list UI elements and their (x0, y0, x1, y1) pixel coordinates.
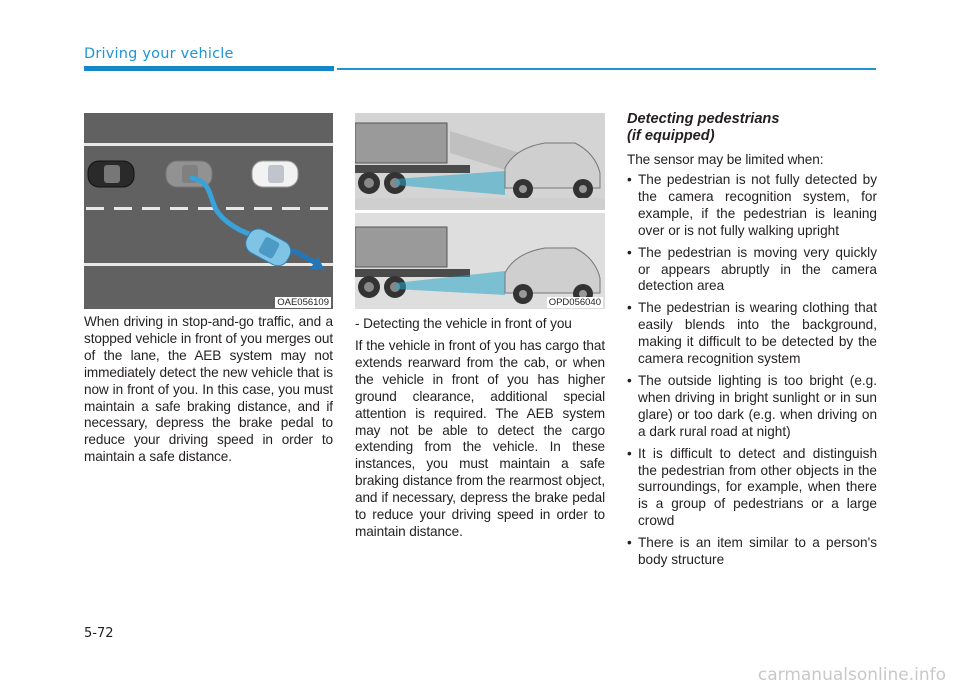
white-car-icon (252, 161, 298, 187)
section-heading-line2: (if equipped) (627, 128, 715, 144)
section-heading-line1: Detecting pedestrians (627, 111, 780, 127)
list-item: • There is an item similar to a person's body structure (627, 535, 877, 569)
column2-paragraph: If the vehicle in front of you has cargo that extends rearward from the cab, or when the vehicle in front of you has higher ground clearance, additional special attention is required. The AEB system may not be able to detect the cargo extending from the vehicle. In these instances, you must maintain a safe braking distance from the rearmost object, and if necessary, depress the brake pedal to reduce your driving speed in order to maintain distance. (355, 338, 605, 539)
list-item: • The outside lighting is too bright (e.g. when driving in bright sunlight or in sun glare) or too dark (e.g. when driving on a dark rural road at night) (627, 373, 877, 441)
list-item: • The pedestrian is wearing clothing that easily blends into the background, making it difficult to be detected by the camera recognition system (627, 300, 877, 368)
list-item: • The pedestrian is not fully detected by the camera recognition system, for example, if the pedestrian is leaning over or is not fully walking upright (627, 172, 877, 240)
column3-intro: The sensor may be limited when: (627, 152, 824, 167)
section-title: Driving your vehicle (84, 46, 234, 62)
header-rule-dark (84, 66, 334, 71)
figure-stop-and-go-traffic (84, 113, 333, 309)
list-item: • The pedestrian is moving very quickly or appears abruptly in the camera detection area (627, 245, 877, 296)
figure-truck-cargo (355, 113, 605, 309)
lane-change-illustration (84, 113, 333, 309)
figure-code: OAE056109 (277, 297, 329, 308)
page-number: 5-72 (84, 626, 114, 641)
watermark: carmanualsonline.info (757, 665, 946, 685)
header-rule-light (337, 68, 876, 70)
list-item: • It is difficult to detect and distinguish the pedestrian from other objects in the surroundings, for example, when there is a group of pedestrians or a large crowd (627, 446, 877, 531)
column2-item: - Detecting the vehicle in front of you (355, 316, 572, 331)
column1-paragraph: When driving in stop-and-go traffic, and a stopped vehicle in front of you merges out of the lane, the AEB system may not immediately detect the new vehicle that is now in front of you. In this case, you must maintain a safe braking distance, and if necessary, depress the brake pedal to reduce your driving speed in order to maintain a safe distance. (84, 314, 333, 465)
dark-car-icon (88, 161, 134, 187)
limitations-list (627, 172, 877, 574)
truck-detection-illustration (355, 113, 605, 309)
figure-code: OPD056040 (548, 297, 601, 308)
